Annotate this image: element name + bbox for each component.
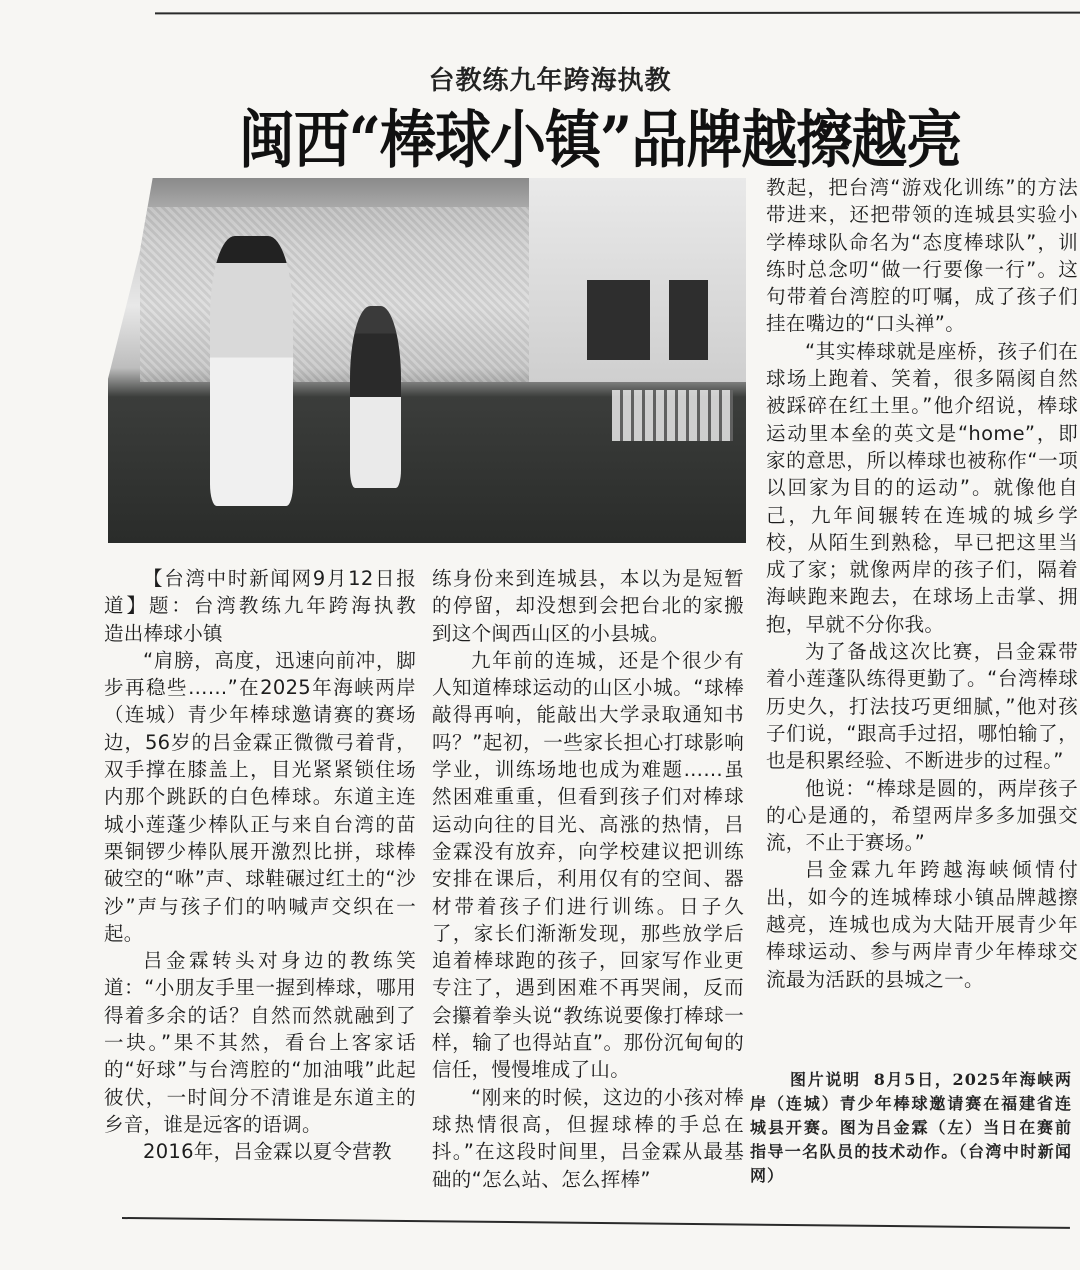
paragraph: “肩膀，高度，迅速向前冲，脚步再稳些……”在2025年海峡两岸（连城）青少年棒球邀请赛的赛场边，56岁的吕金霖正微微弓着背，双手撑在膝盖上，目光紧紧锁住场内那个跳跃的白色棒球。东道主连城小莲蓬少棒队正与来自台湾的苗栗铜锣少棒队展开激烈比拼，球棒破空的“咻”声、球鞋碾过红土的“沙沙”声与孩子们的呐喊声交织在一起。: [104, 648, 416, 945]
article-photo: [108, 178, 746, 543]
paragraph: 他说：“棒球是圆的，两岸孩子的心是通的，希望两岸多多加强交流，不止于赛场。”: [766, 776, 1078, 855]
photo-doorway: [669, 280, 707, 360]
paragraph: “其实棒球就是座桥，孩子们在球场上跑着、笑着，很多隔阂自然被踩碎在红土里。”他介绍说，棒球运动里本垒的英文是“home”，即家的意思，所以棒球也被称作“一项以回家为目的的运动”。就像他自己，九年间辗转在连城的城乡学校，从陌生到熟稔，早已把这里当成了家；就像两岸的孩子们，隔着海峡跑来跑去，在球场上击掌、拥抱，早就不分你我。: [766, 339, 1078, 636]
photo-caption: [750, 1068, 1072, 1188]
photo-doorway: [587, 280, 651, 360]
caption-text: 8月5日，2025年海峡两岸（连城）青少年棒球邀请赛在福建省连城县开赛。图为吕金霖（左）当日在赛前指导一名队员的技术动作。（台湾中时新闻网）: [750, 1070, 1072, 1185]
article-headline: 闽西“棒球小镇”品牌越擦越亮: [238, 103, 962, 178]
paragraph: 教起，把台湾“游戏化训练”的方法带进来，还把带领的连城县实验小学棒球队命名为“态度棒球队”，训练时总念叨“做一行要像一行”。这句带着台湾腔的叮嘱，成了孩子们挂在嘴边的“口头禅”。: [766, 176, 1078, 336]
caption-label: 图片说明: [790, 1070, 861, 1089]
bottom-divider: [122, 1217, 1070, 1229]
photo-team-figures: [612, 390, 733, 441]
paragraph: 2016年，吕金霖以夏令营教: [143, 1140, 392, 1164]
article-column-2: [432, 565, 744, 1193]
paragraph: 为了备战这次比赛，吕金霖带着小莲蓬队练得更勤了。“台湾棒球历史久，打法技巧更细腻，”他对孩子们说，“跟高手过招，哪怕输了，也是积累经验、不断进步的过程。”: [766, 640, 1078, 773]
photo-player-figure: [350, 306, 401, 489]
paragraph: “刚来的时候，这边的小孩对棒球热情很高，但握球棒的手总在抖。”在这段时间里，吕金霖从最基础的“怎么站、怎么挥棒”: [432, 1085, 744, 1191]
paragraph: 九年前的连城，还是个很少有人知道棒球运动的山区小城。“球棒敲得再响，能敲出大学录取通知书吗？”起初，一些家长担心打球影响学业，训练场地也成为难题……虽然困难重重，但看到孩子们对棒球运动向往的目光、高涨的热情，吕金霖没有放弃，向学校建议把训练安排在课后，利用仅有的空间、器材带着孩子们进行训练。日子久了，家长们渐渐发现，那些放学后追着棒球跑的孩子，回家写作业更专注了，遇到困难不再哭闹，反而会攥着拳头说“教练说要像打棒球一样，输了也得站直”。那份沉甸甸的信任，慢慢堆成了山。: [432, 648, 744, 1082]
paragraph: 吕金霖转头对身边的教练笑道：“小朋友手里一握到棒球，哪用得着多余的话？自然而然就融到了一块。”果不其然，看台上客家话的“好球”与台湾腔的“加油哦”此起彼伏，一时间分不清谁是东道主的乡音，谁是远客的语调。: [104, 949, 416, 1136]
article-column-1: [104, 565, 436, 1166]
paragraph: 【台湾中时新闻网9月12日报道】题：台湾教练九年跨海执教 造出棒球小镇: [104, 567, 436, 645]
article-column-3: [766, 174, 1078, 993]
photo-coach-figure: [210, 236, 293, 506]
top-divider: [155, 12, 1080, 15]
paragraph: 吕金霖九年跨越海峡倾情付出，如今的连城棒球小镇品牌越擦越亮，连城也成为大陆开展青少年棒球运动、参与两岸青少年棒球交流最为活跃的县城之一。: [766, 858, 1078, 991]
paragraph: 练身份来到连城县，本以为是短暂的停留，却没想到会把台北的家搬到这个闽西山区的小县城。: [432, 567, 744, 645]
article-subtitle: 台教练九年跨海执教: [428, 66, 672, 96]
